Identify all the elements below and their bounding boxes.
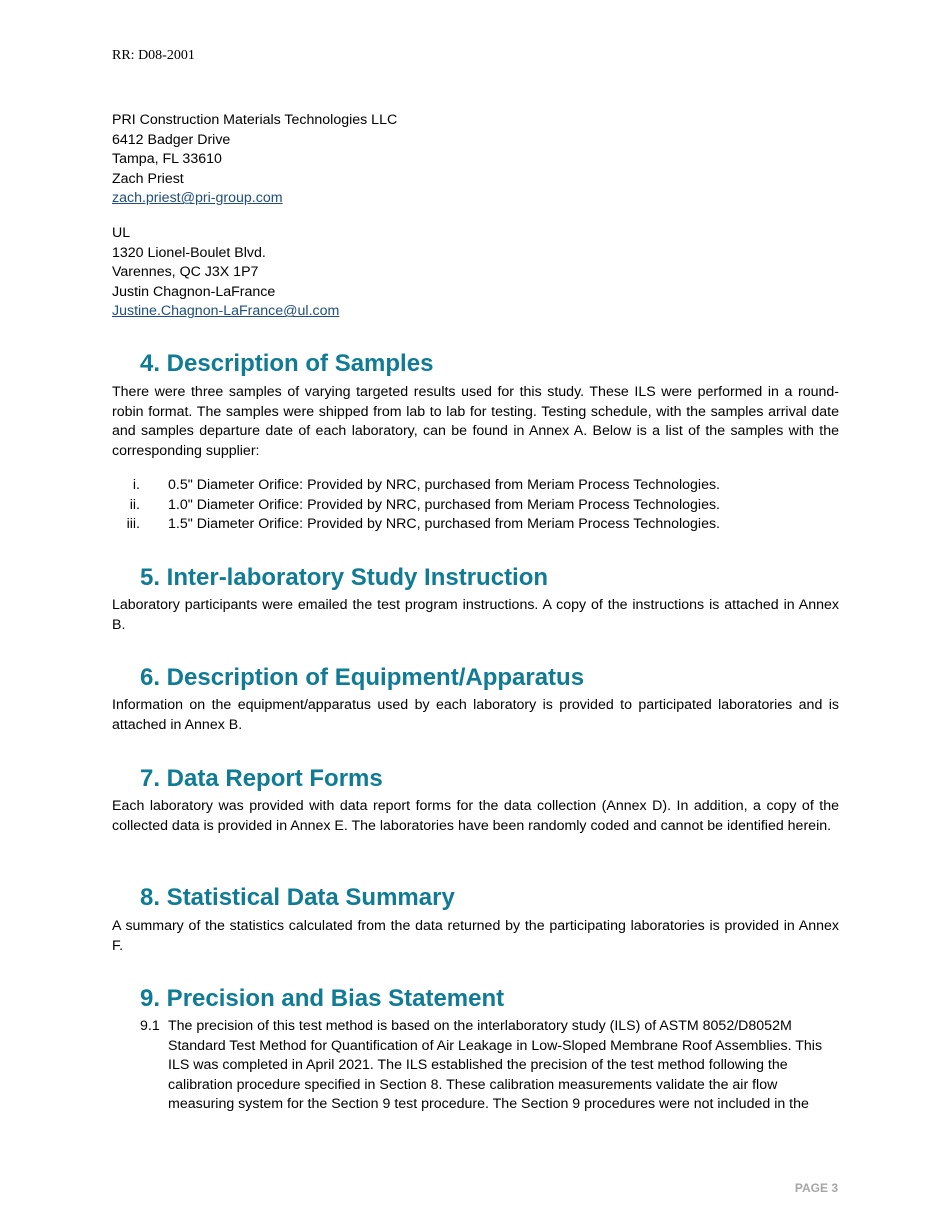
section-6-body: Information on the equipment/apparatus used by each laboratory is provided to participated laboratories and is attached in Annex B. <box>112 697 839 733</box>
section-8-body: A summary of the statistics calculated from the data returned by the participating laboratories is provided in Annex F. <box>112 918 839 954</box>
list-item-number: iii. <box>126 516 140 532</box>
contact-block-ul <box>112 224 339 322</box>
section-4-heading: 4. Description of Samples <box>140 350 434 377</box>
section-8-heading: 8. Statistical Data Summary <box>140 884 455 911</box>
subsection-number: 9.1 <box>140 1018 160 1034</box>
contact-city: Tampa, FL 33610 <box>112 151 222 168</box>
contact-email-link[interactable]: zach.priest@pri-group.com <box>112 190 283 207</box>
list-item <box>112 515 720 535</box>
section-9-heading: 9. Precision and Bias Statement <box>140 985 505 1012</box>
subsection-text: The precision of this test method is based on the interlaboratory study (ILS) of ASTM 8052/D8052M Standard Test Method for Quantification of Air Leakage in Low-Sloped Membrane Roof Assemblies. This ILS was completed in April 2021. The ILS established the precision of the test method following the calibration procedure specified in Section 8. These calibration measurements validate the air flow measuring system for the Section 9 test procedure. The Section 9 procedures were not included in the <box>168 1018 823 1113</box>
section-5-heading: 5. Inter-laboratory Study Instruction <box>140 564 549 591</box>
section-6-heading: 6. Description of Equipment/Apparatus <box>140 664 585 691</box>
contact-person: Justin Chagnon-LaFrance <box>112 283 276 300</box>
section-5-body: Laboratory participants were emailed the test program instructions. A copy of the instructions is attached in Annex B. <box>112 597 839 633</box>
contact-email-link[interactable]: Justine.Chagnon-LaFrance@ul.com <box>112 303 340 320</box>
section-9-1-paragraph <box>140 1017 840 1115</box>
report-id-header: RR: D08-2001 <box>112 48 195 63</box>
list-item <box>112 496 720 516</box>
contact-street: 6412 Badger Drive <box>112 131 231 148</box>
contact-org: UL <box>112 225 131 241</box>
contact-street: 1320 Lionel-Boulet Blvd. <box>112 244 266 261</box>
list-item-number: ii. <box>129 497 140 513</box>
section-4-body: There were three samples of varying targeted results used for this study. These ILS were performed in a round-robin format. The samples were shipped from lab to lab for testing. Testing schedule, with the samples arrival date and samples departure date of each laboratory, can be found in Annex A. Below is a list of the samples with the corresponding supplier: <box>112 384 839 459</box>
list-item-text: 1.0" Diameter Orifice: Provided by NRC, purchased from Meriam Process Technologies. <box>168 497 720 513</box>
contact-city: Varennes, QC J3X 1P7 <box>112 264 259 281</box>
list-item-text: 1.5" Diameter Orifice: Provided by NRC, purchased from Meriam Process Technologies. <box>168 516 720 532</box>
section-7-heading: 7. Data Report Forms <box>140 765 383 792</box>
section-7-body: Each laboratory was provided with data report forms for the data collection (Annex D). In addition, a copy of the collected data is provided in Annex E. The laboratories have been randomly coded and cannot be identified herein. <box>112 798 839 834</box>
contact-block-pri <box>112 111 397 209</box>
list-item <box>112 476 720 496</box>
contact-person: Zach Priest <box>112 170 184 187</box>
list-item-text: 0.5" Diameter Orifice: Provided by NRC, purchased from Meriam Process Technologies. <box>168 477 720 493</box>
contact-org: PRI Construction Materials Technologies LLC <box>112 112 398 128</box>
page-number: PAGE 3 <box>794 1181 838 1195</box>
list-item-number: i. <box>132 477 140 493</box>
